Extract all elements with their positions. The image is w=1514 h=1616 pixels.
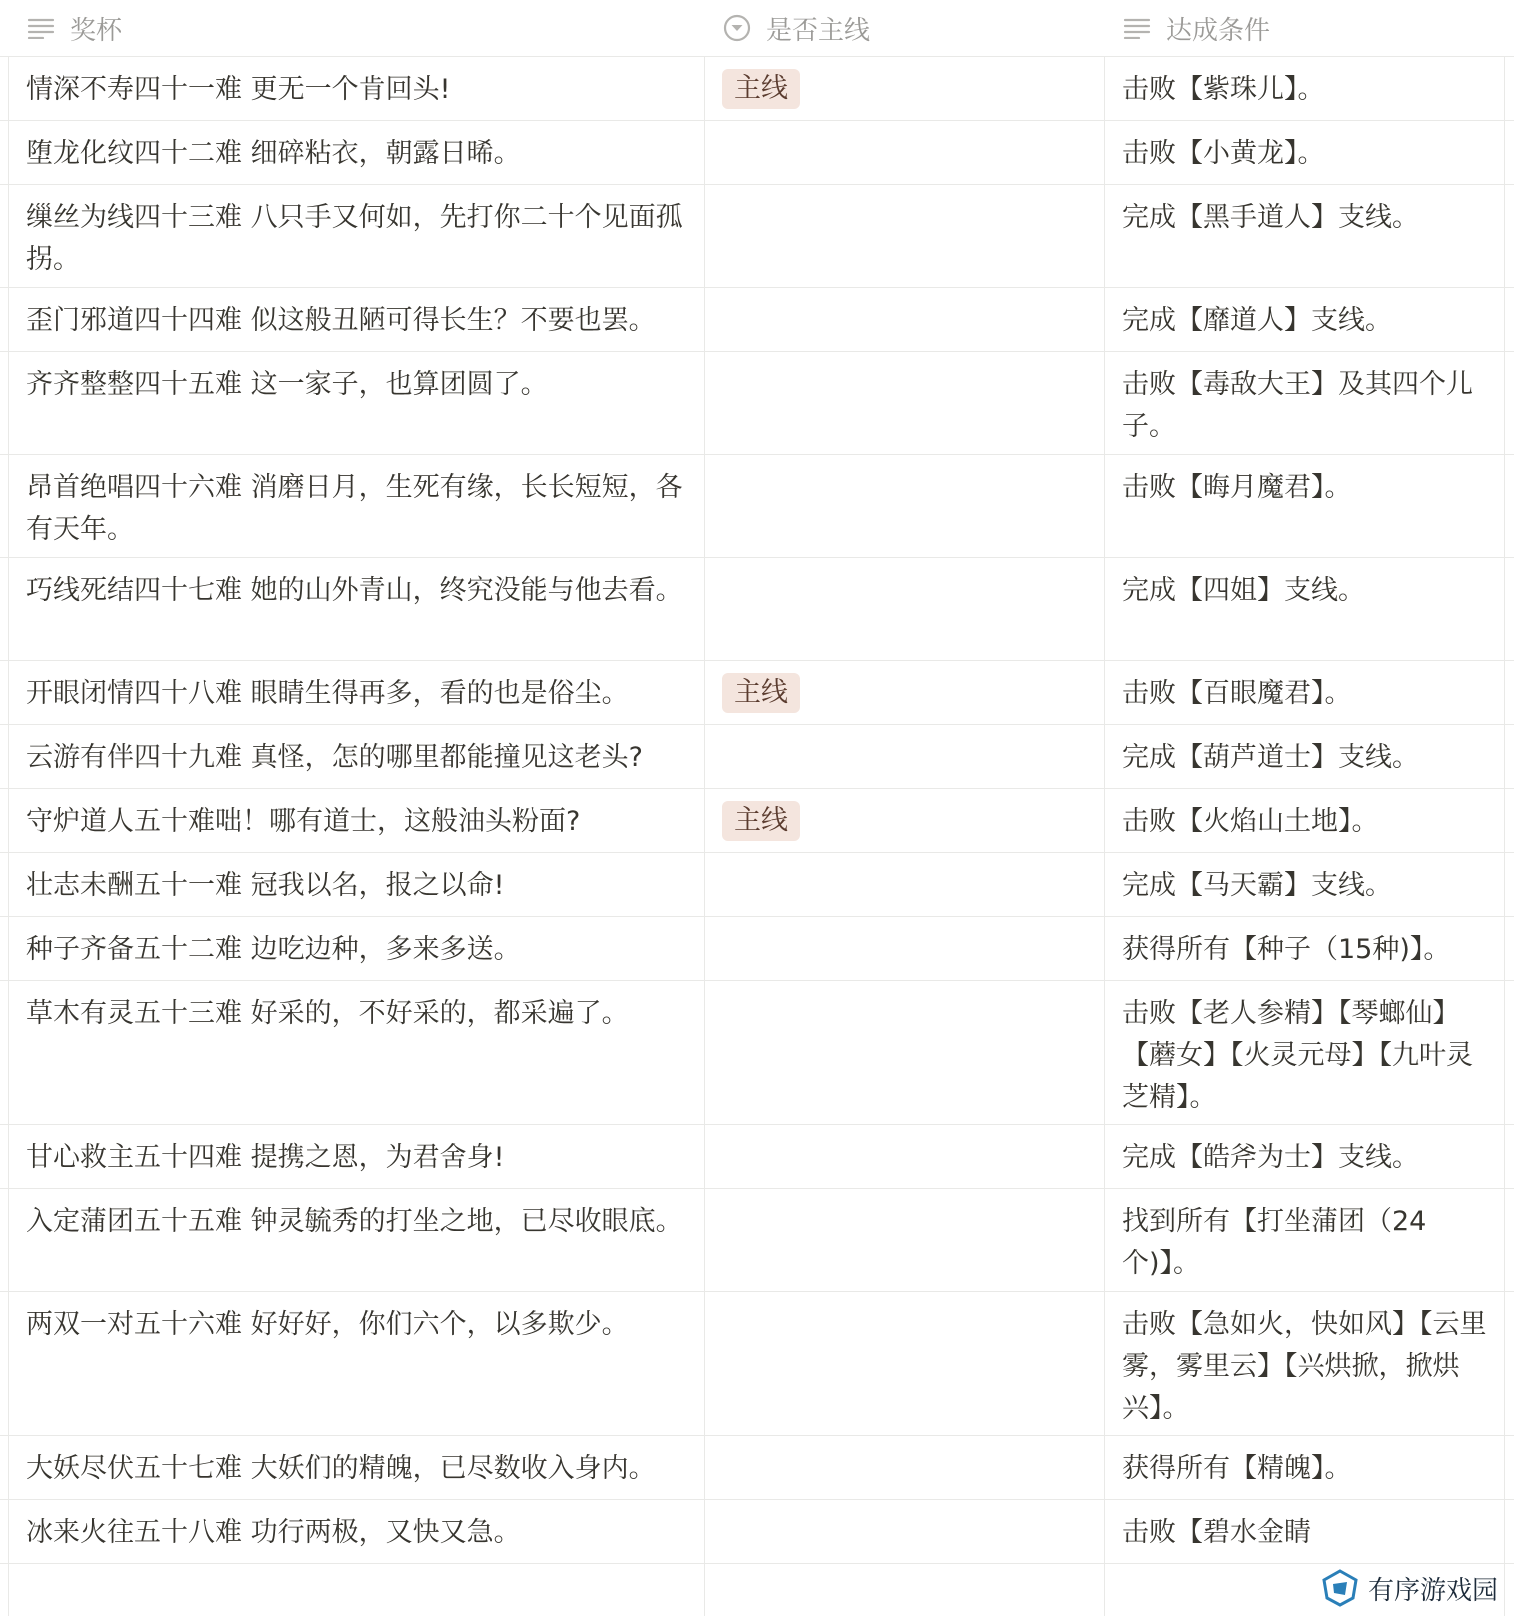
table-row[interactable] [0, 288, 1514, 352]
table-row[interactable] [0, 1436, 1514, 1500]
table-header [0, 0, 1514, 57]
table-row[interactable] [0, 789, 1514, 853]
logo-icon [1320, 1568, 1360, 1608]
trophy-cell[interactable]: 堕龙化纹四十二难 细碎粘衣，朝露日晞。 [26, 138, 521, 169]
table-row[interactable] [0, 917, 1514, 981]
condition-cell[interactable]: 完成【四姐】支线。 [1122, 575, 1365, 606]
trophy-cell[interactable]: 情深不寿四十一难 更无一个肯回头! [26, 74, 451, 105]
column-divider [1104, 56, 1105, 1616]
table-row[interactable] [0, 558, 1514, 661]
table-row[interactable] [0, 1189, 1514, 1292]
column-header-label: 奖杯 [70, 15, 123, 46]
trophy-cell[interactable]: 草木有灵五十三难 好采的，不好采的，都采遍了。 [26, 998, 629, 1029]
trophy-cell[interactable]: 缫丝为线四十三难 八只手又何如，先打你二十个见面孤拐。 [26, 202, 683, 275]
trophy-cell[interactable]: 云游有伴四十九难 真怪，怎的哪里都能撞见这老头? [26, 742, 643, 773]
main-line-tag[interactable]: 主线 [722, 801, 800, 841]
column-divider [1504, 56, 1505, 1616]
main-line-tag[interactable]: 主线 [722, 673, 800, 713]
condition-cell[interactable]: 完成【黑手道人】支线。 [1122, 202, 1419, 233]
trophy-cell[interactable]: 巧线死结四十七难 她的山外青山，终究没能与他去看。 [26, 575, 683, 606]
table-row[interactable] [0, 185, 1514, 288]
table-row[interactable] [0, 121, 1514, 185]
column-header-label: 是否主线 [766, 15, 871, 46]
condition-cell[interactable]: 找到所有【打坐蒲团（24个)】。 [1122, 1206, 1427, 1279]
table-row[interactable] [0, 352, 1514, 455]
trophy-cell[interactable]: 冰来火往五十八难 功行两极，又快又急。 [26, 1517, 521, 1548]
column-header-condition[interactable] [1122, 0, 1270, 56]
condition-cell[interactable]: 完成【马天霸】支线。 [1122, 870, 1392, 901]
condition-cell[interactable]: 击败【急如火，快如风】【云里雾，雾里云】【兴烘掀，掀烘兴】。 [1122, 1309, 1487, 1424]
trophy-cell[interactable]: 守炉道人五十难咄！哪有道士，这般油头粉面? [26, 806, 581, 837]
column-header-main[interactable] [722, 0, 870, 56]
watermark [1314, 1566, 1504, 1610]
trophy-cell[interactable]: 入定蒲团五十五难 钟灵毓秀的打坐之地，已尽收眼底。 [26, 1206, 683, 1237]
trophy-cell[interactable]: 齐齐整整四十五难 这一家子，也算团圆了。 [26, 369, 548, 400]
table-row[interactable] [0, 455, 1514, 558]
trophy-cell[interactable]: 大妖尽伏五十七难 大妖们的精魄，已尽数收入身内。 [26, 1453, 656, 1484]
condition-cell[interactable]: 击败【紫珠儿】。 [1122, 74, 1325, 105]
trophy-cell[interactable]: 壮志未酬五十一难 冠我以名，报之以命! [26, 870, 505, 901]
condition-cell[interactable]: 击败【晦月魔君】。 [1122, 472, 1352, 503]
table-row[interactable] [0, 1292, 1514, 1436]
table-row[interactable] [0, 1125, 1514, 1189]
select-property-icon [722, 13, 752, 43]
table-row[interactable] [0, 57, 1514, 121]
table-row[interactable] [0, 661, 1514, 725]
condition-cell[interactable]: 击败【小黄龙】。 [1122, 138, 1325, 169]
trophy-cell[interactable]: 昂首绝唱四十六难 消磨日月，生死有缘，长长短短，各有天年。 [26, 472, 683, 545]
condition-cell[interactable]: 击败【碧水金睛 [1122, 1517, 1311, 1548]
trophy-cell[interactable]: 歪门邪道四十四难 似这般丑陋可得长生？不要也罢。 [26, 305, 656, 336]
trophy-cell[interactable]: 开眼闭情四十八难 眼睛生得再多，看的也是俗尘。 [26, 678, 629, 709]
text-property-icon [26, 13, 56, 43]
table-row[interactable] [0, 981, 1514, 1125]
table-row[interactable] [0, 1500, 1514, 1564]
text-property-icon [1122, 13, 1152, 43]
table-row[interactable] [0, 725, 1514, 789]
column-divider [704, 56, 705, 1616]
table-row[interactable] [0, 853, 1514, 917]
column-header-label: 达成条件 [1166, 15, 1271, 46]
trophy-cell[interactable]: 两双一对五十六难 好好好，你们六个，以多欺少。 [26, 1309, 629, 1340]
condition-cell[interactable]: 击败【老人参精】【琴螂仙】【蘑女】【火灵元母】【九叶灵芝精】。 [1122, 998, 1473, 1113]
main-line-tag[interactable]: 主线 [722, 69, 800, 109]
trophy-cell[interactable]: 种子齐备五十二难 边吃边种，多来多送。 [26, 934, 521, 965]
condition-cell[interactable]: 完成【皓斧为士】支线。 [1122, 1142, 1419, 1173]
watermark-text: 有序游戏园 [1367, 1575, 1498, 1606]
column-divider [8, 56, 9, 1616]
condition-cell[interactable]: 击败【毒敌大王】及其四个儿子。 [1122, 369, 1473, 442]
condition-cell[interactable]: 获得所有【精魄】。 [1122, 1453, 1352, 1484]
condition-cell[interactable]: 击败【百眼魔君】。 [1122, 678, 1352, 709]
condition-cell[interactable]: 击败【火焰山土地】。 [1122, 806, 1379, 837]
condition-cell[interactable]: 完成【靡道人】支线。 [1122, 305, 1392, 336]
condition-cell[interactable]: 完成【葫芦道士】支线。 [1122, 742, 1419, 773]
condition-cell[interactable]: 获得所有【种子（15种)】。 [1122, 934, 1451, 965]
column-header-trophy[interactable] [26, 0, 122, 56]
trophy-cell[interactable]: 甘心救主五十四难 提携之恩，为君舍身! [26, 1142, 505, 1173]
table-body [0, 57, 1514, 1564]
